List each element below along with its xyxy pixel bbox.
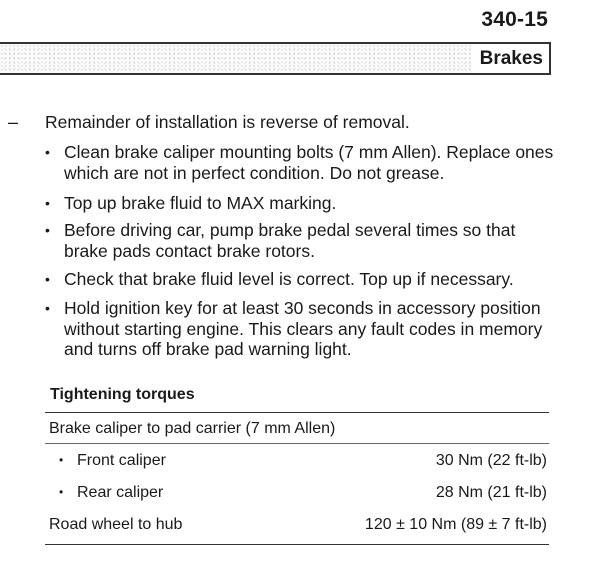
table-row	[45, 452, 549, 472]
bullet-text: Hold ignition key for at least 30 seconds in accessory position without starting engine. This clears any fault codes in memory and turns off brake pad warning light.	[64, 298, 543, 359]
torque-value: 28 Nm (21 ft-lb)	[435, 484, 547, 501]
torque-label: Brake caliper to pad carrier (7 mm Allen)	[49, 420, 336, 437]
torque-label: Road wheel to hub	[49, 516, 183, 533]
bullet-text: Before driving car, pump brake pedal several times so that brake pads contact brake rotors.	[64, 220, 516, 261]
bullet-text: Clean brake caliper mounting bolts (7 mm Allen). Replace ones which are not in perfect condition. Do not grease.	[64, 142, 554, 183]
table-bottom-rule	[45, 544, 549, 545]
bullet-icon: •	[59, 485, 64, 499]
bullet-text: Top up brake fluid to MAX marking.	[64, 193, 337, 213]
torque-value: 30 Nm (22 ft-lb)	[435, 452, 547, 469]
section-title: Brakes	[472, 42, 551, 75]
torque-label: Front caliper	[77, 452, 166, 469]
torque-table-title: Tightening torques	[50, 386, 195, 403]
bullet-icon: •	[45, 195, 50, 211]
bullet-icon: •	[45, 271, 50, 287]
step-dash-marker: –	[8, 112, 19, 132]
torque-value: 120 ± 10 Nm (89 ± 7 ft-lb)	[364, 516, 547, 533]
step-text: Remainder of installation is reverse of removal.	[45, 112, 410, 132]
table-top-rule	[45, 412, 549, 413]
row-divider	[45, 443, 549, 444]
bullet-icon: •	[59, 453, 64, 467]
table-row	[45, 484, 549, 504]
bullet-icon: •	[45, 144, 50, 160]
bullet-icon: •	[45, 300, 50, 316]
section-header-bar	[0, 42, 551, 75]
page-number: 340-15	[481, 8, 548, 31]
bullet-icon: •	[45, 222, 50, 238]
torque-label: Rear caliper	[77, 484, 164, 501]
table-row	[45, 516, 549, 536]
bullet-text: Check that brake fluid level is correct. Top up if necessary.	[64, 269, 514, 289]
table-row	[45, 420, 549, 440]
